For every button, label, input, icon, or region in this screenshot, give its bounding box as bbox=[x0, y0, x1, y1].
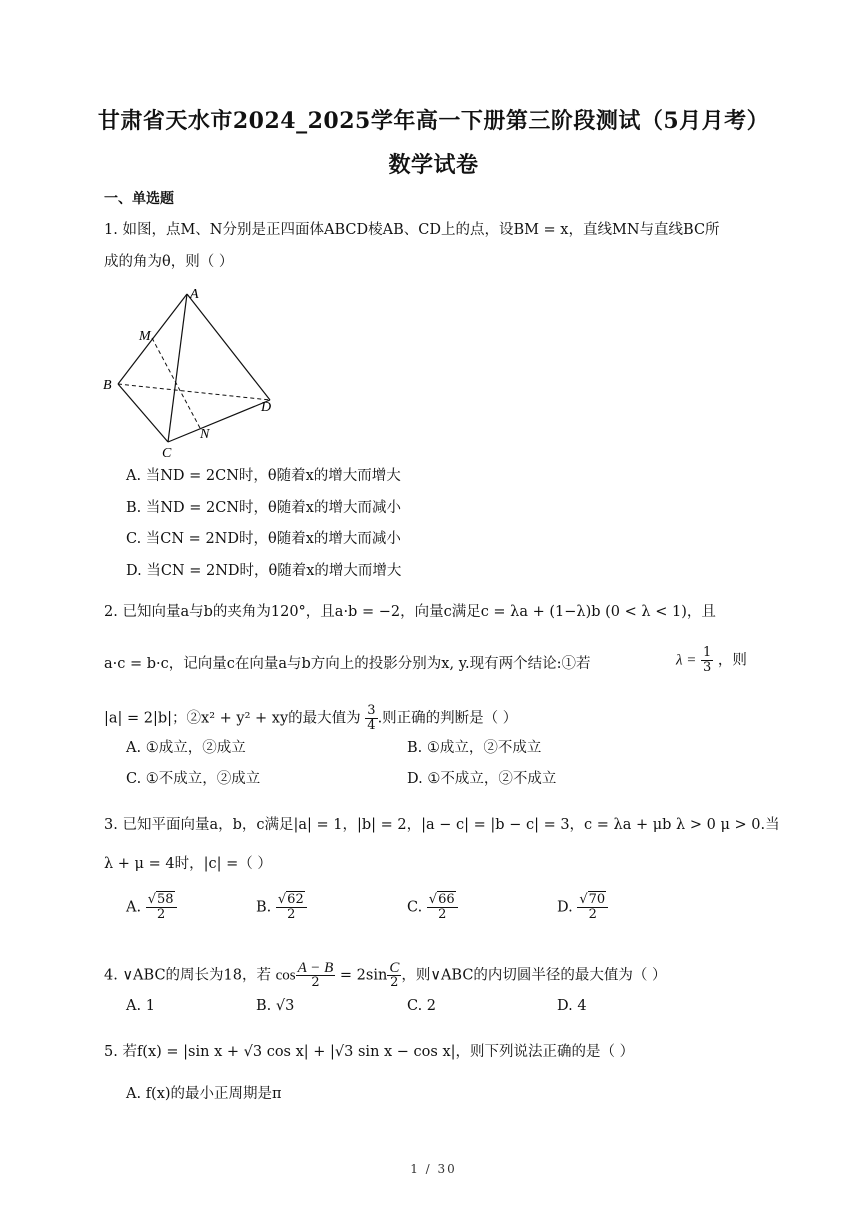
option-fraction: $\frac{√66}{2}$ bbox=[427, 893, 458, 922]
q2-option-a: A. ①成立，②成立 bbox=[126, 740, 246, 756]
option-fraction: $\frac{√70}{2}$ bbox=[577, 893, 608, 922]
q4-stem: 4. ∨ABC的周长为18，若 cos $\frac{A - B}{2}$ = 2sin $\frac{C}{2}$ ，则∨ABC的内切圆半径的最大值为（ ） bbox=[104, 960, 667, 990]
q3-option-c bbox=[407, 893, 458, 922]
label-M: M bbox=[139, 329, 151, 344]
fraction-numerator: 3 bbox=[367, 703, 376, 718]
fraction-numerator: 1 bbox=[702, 645, 712, 660]
q3-option-d bbox=[557, 893, 608, 922]
label-B: B bbox=[103, 378, 112, 393]
q4-stem-text: 4. ∨ABC的周长为18，若 bbox=[104, 967, 271, 984]
radicand: 70 bbox=[588, 892, 606, 907]
q1-option-c: C. 当CN = 2ND时，θ随着x的增大而减小 bbox=[126, 531, 401, 547]
q4-option-b: B. √3 bbox=[256, 998, 295, 1014]
q1-stem-line2: 成的角为θ，则（ ） bbox=[104, 254, 234, 270]
q3-stem-line1: 3. 已知平面向量a，b，c满足|a| = 1，|b| = 2，|a − c| = |b − c| = 3，c = λa + μb λ > 0 μ > 0.当 bbox=[104, 817, 780, 833]
fraction-numerator: C bbox=[389, 960, 400, 976]
section-heading: 一、单选题 bbox=[104, 191, 174, 207]
q2-lambda-expression bbox=[676, 646, 747, 675]
fraction-denominator: 2 bbox=[438, 907, 447, 922]
option-fraction: $\frac{√62}{2}$ bbox=[276, 893, 307, 922]
q2-line2-tail: ，则 bbox=[717, 652, 747, 669]
fraction-denominator: 2 bbox=[588, 907, 597, 922]
q1-stem-line1: 1. 如图，点M、N分别是正四面体ABCD棱AB、CD上的点，设BM = x，直线MN与直线BC所 bbox=[104, 222, 720, 238]
q2-conclusion-1: ①若 bbox=[561, 656, 591, 672]
label-A: A bbox=[190, 287, 199, 302]
q4-equals: = 2sin bbox=[339, 967, 388, 984]
q1-option-d: D. 当CN = 2ND时，θ随着x的增大而增大 bbox=[126, 563, 402, 579]
q1-option-b: B. 当ND = 2CN时，θ随着x的增大而减小 bbox=[126, 500, 401, 516]
fraction-numerator: A − B bbox=[297, 960, 334, 976]
q1-option-a: A. 当ND = 2CN时，θ随着x的增大而增大 bbox=[126, 468, 401, 484]
q3-option-b bbox=[256, 893, 307, 922]
q4-sin-fraction bbox=[387, 961, 401, 990]
q5-stem: 5. 若f(x) = |sin x + √3 cos x| + |√3 sin x − cos x|，则下列说法正确的是（ ） bbox=[104, 1044, 635, 1060]
option-label: B. bbox=[256, 899, 272, 916]
radicand: 58 bbox=[157, 892, 174, 907]
fraction-denominator: 2 bbox=[156, 907, 166, 922]
fraction-denominator: 4 bbox=[367, 718, 376, 733]
label-C: C bbox=[162, 446, 172, 460]
q4-option-d: D. 4 bbox=[557, 998, 587, 1014]
tetrahedron-figure bbox=[100, 282, 290, 460]
q2-lambda-fraction bbox=[701, 646, 713, 675]
fraction-denominator: 2 bbox=[390, 975, 399, 990]
option-label: A. bbox=[126, 899, 142, 916]
label-D: D bbox=[261, 400, 272, 415]
q3-stem-line2: λ + μ = 4时，|c| =（ ） bbox=[104, 856, 272, 872]
q2-option-c: C. ①不成立，②成立 bbox=[126, 771, 261, 787]
q2-stem-line3-tail: .则正确的判断是（ ） bbox=[377, 710, 518, 727]
fraction-denominator: 3 bbox=[702, 660, 712, 675]
label-N: N bbox=[200, 427, 210, 442]
q2-option-b: B. ①成立，②不成立 bbox=[407, 740, 542, 756]
q4-stem-tail: ，则∨ABC的内切圆半径的最大值为（ ） bbox=[401, 967, 667, 984]
q2-max-fraction bbox=[365, 704, 377, 733]
option-label: C. bbox=[407, 899, 423, 916]
q4-option-a: A. 1 bbox=[126, 998, 155, 1014]
fraction-denominator: 2 bbox=[311, 975, 320, 990]
q4-option-c: C. 2 bbox=[407, 998, 437, 1014]
q2-stem-line3 bbox=[104, 704, 517, 733]
q2-stem-line2-text: a·c = b·c，记向量c在向量a与b方向上的投影分别为x, y.现有两个结论: bbox=[104, 656, 562, 672]
page-number: 1 / 30 bbox=[410, 1162, 457, 1176]
document-subtitle: 数学试卷 bbox=[388, 152, 479, 178]
q2-stem-line2 bbox=[104, 653, 623, 675]
option-label: D. bbox=[557, 899, 573, 916]
q4-cos-fraction bbox=[296, 961, 336, 990]
q2-stem-line1: 2. 已知向量a与b的夹角为120°，且a·b = −2，向量c满足c = λa + (1−λ)b (0 < λ < 1)，且 bbox=[104, 604, 716, 620]
q2-stem-line3-text: |a| = 2|b|；②x² + y² + xy的最大值为 bbox=[104, 710, 361, 727]
q5-option-a: A. f(x)的最小正周期是π bbox=[126, 1086, 282, 1102]
radicand: 62 bbox=[287, 892, 304, 907]
document-title: 甘肃省天水市2024_2025学年高一下册第三阶段测试（5月月考） bbox=[97, 108, 770, 134]
fraction-denominator: 2 bbox=[287, 907, 296, 922]
option-fraction: $\frac{√58}{2}$ bbox=[146, 893, 177, 922]
q2-option-d: D. ①不成立，②不成立 bbox=[407, 771, 557, 787]
radicand: 66 bbox=[438, 892, 455, 907]
q3-option-a bbox=[126, 893, 177, 922]
q2-lambda-lhs: λ = bbox=[676, 652, 697, 669]
